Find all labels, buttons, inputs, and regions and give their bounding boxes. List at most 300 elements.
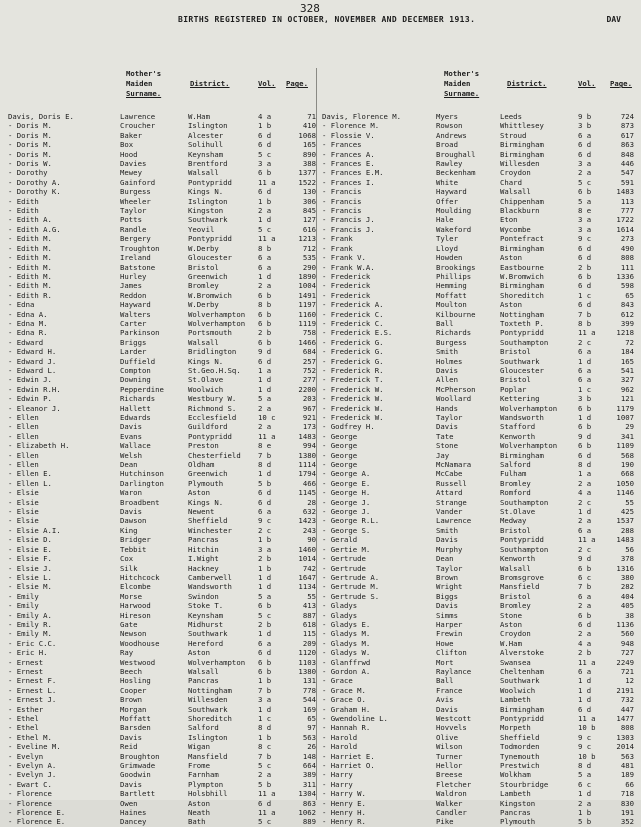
register-entry bbox=[8, 770, 322, 779]
volume: 1 b bbox=[258, 535, 272, 545]
page-ref: 28 bbox=[307, 497, 316, 507]
entry-name: - Frances E. bbox=[322, 159, 375, 169]
entry-name: - Harry bbox=[322, 770, 353, 780]
volume: 2 c bbox=[258, 525, 272, 535]
entry-name: - Edith A.G. bbox=[8, 224, 61, 234]
register-entry bbox=[8, 328, 322, 337]
mother-maiden-surname: Burgess bbox=[436, 337, 467, 347]
page-ref: 618 bbox=[302, 619, 316, 629]
district: Toxteth P. bbox=[500, 318, 544, 328]
volume: 2 b bbox=[258, 554, 272, 564]
volume: 11 a bbox=[258, 234, 276, 244]
mother-maiden-surname: Westcott bbox=[436, 714, 472, 723]
register-entry bbox=[8, 178, 322, 187]
entry-name: - Frederick C. bbox=[322, 318, 384, 328]
volume: 1 b bbox=[258, 732, 272, 742]
mother-maiden-surname: Hood bbox=[120, 149, 138, 159]
volume: 2 a bbox=[258, 770, 272, 780]
district: Walsall bbox=[188, 168, 219, 178]
district: Keynsham bbox=[188, 149, 224, 159]
district: Medway bbox=[500, 516, 527, 526]
district: Wigan bbox=[188, 742, 210, 752]
mother-maiden-surname: McNamara bbox=[436, 460, 472, 470]
entry-name: - Evelyn bbox=[8, 751, 44, 761]
district: Kings N. bbox=[188, 187, 224, 197]
page-ref: 425 bbox=[620, 507, 634, 517]
mother-maiden-surname: Allen bbox=[436, 375, 458, 385]
mother-maiden-surname: Hayward bbox=[436, 187, 467, 197]
entry-name: - Emily R. bbox=[8, 619, 52, 629]
volume: 5 c bbox=[258, 817, 272, 827]
mother-maiden-surname: Dawson bbox=[120, 516, 147, 526]
volume: 6 a bbox=[258, 253, 272, 263]
mother-maiden-surname: Hayward bbox=[120, 300, 151, 310]
district: Bristol bbox=[500, 525, 531, 535]
entry-name: - Harriet O. bbox=[322, 761, 375, 771]
volume: 6 a bbox=[578, 365, 592, 375]
page-ref: 404 bbox=[620, 591, 634, 601]
volume: 1 d bbox=[258, 704, 272, 714]
register-entry bbox=[322, 573, 636, 582]
district: Guildford bbox=[188, 422, 228, 432]
page-ref: 55 bbox=[625, 497, 634, 507]
register-entry bbox=[8, 498, 322, 507]
volume: 5 a bbox=[578, 770, 592, 780]
mother-maiden-surname: Dean bbox=[120, 460, 138, 470]
volume: 8 e bbox=[578, 206, 592, 216]
mothers-header-line2: Maiden bbox=[126, 79, 153, 88]
register-entry bbox=[8, 338, 322, 347]
volume: 1 a bbox=[578, 469, 592, 479]
register-entry bbox=[8, 695, 322, 704]
volume: 8 d bbox=[258, 460, 272, 470]
volume: 6 d bbox=[578, 450, 592, 460]
district: Aston bbox=[188, 488, 210, 498]
entry-name: - Graham H. bbox=[322, 704, 371, 714]
district: Croydon bbox=[500, 168, 531, 178]
register-entry bbox=[322, 554, 636, 563]
page-ref: 560 bbox=[620, 629, 634, 639]
volume: 5 a bbox=[258, 394, 272, 404]
page-ref: 563 bbox=[302, 732, 316, 742]
district: Walsall bbox=[188, 337, 219, 347]
mother-maiden-surname: King bbox=[120, 525, 138, 535]
district: Pancras bbox=[188, 535, 219, 545]
entry-name: Davis, Doris E. bbox=[8, 112, 74, 121]
page-ref: 203 bbox=[302, 394, 316, 404]
mother-maiden-surname: White bbox=[436, 177, 458, 187]
mother-maiden-surname: Raylance bbox=[436, 666, 472, 676]
district: Islington bbox=[188, 196, 228, 206]
entry-name: - Emily bbox=[8, 601, 39, 611]
entry-name: - Ernest bbox=[8, 666, 44, 676]
register-entry bbox=[8, 413, 322, 422]
page-ref: 1145 bbox=[298, 488, 316, 498]
entry-name: - Elsie J. bbox=[8, 563, 52, 573]
page-ref: 410 bbox=[302, 121, 316, 131]
mother-maiden-surname: Candler bbox=[436, 808, 467, 818]
volume: 1 d bbox=[258, 271, 272, 281]
mother-maiden-surname: Richards bbox=[436, 328, 472, 338]
entry-name: - Francis bbox=[322, 206, 362, 216]
district: Neath bbox=[188, 808, 210, 818]
mother-maiden-surname: Gainford bbox=[120, 177, 156, 187]
entry-name: - Gwendoline L. bbox=[322, 714, 388, 723]
entry-name: - Harry bbox=[322, 779, 353, 789]
mother-maiden-surname: Walters bbox=[120, 309, 151, 319]
district: Sheffield bbox=[500, 732, 540, 742]
entry-name: - Frances bbox=[322, 140, 362, 150]
district: Southwark bbox=[188, 629, 228, 639]
district-header: District. bbox=[190, 79, 230, 88]
entry-name: - George H. bbox=[322, 488, 371, 498]
mother-maiden-surname: Wright bbox=[436, 582, 463, 592]
register-entry bbox=[322, 639, 636, 648]
volume: 1 d bbox=[578, 789, 592, 799]
register-entry bbox=[322, 234, 636, 243]
mothers-header-line3: Surname. bbox=[444, 89, 480, 98]
volume: 6 a bbox=[258, 638, 272, 648]
register-entry bbox=[8, 629, 322, 638]
volume: 2 c bbox=[578, 497, 592, 507]
mother-maiden-surname: Haines bbox=[120, 808, 147, 818]
volume: 5 c bbox=[258, 761, 272, 771]
register-entry bbox=[322, 723, 636, 732]
district: Farnham bbox=[188, 770, 219, 780]
register-entry bbox=[8, 394, 322, 403]
mother-maiden-surname: Biggs bbox=[436, 591, 458, 601]
entry-name: - Eleanor J. bbox=[8, 403, 61, 413]
mother-maiden-surname: Hemming bbox=[436, 281, 467, 291]
mother-maiden-surname: Taylor bbox=[436, 413, 463, 422]
page-ref: 668 bbox=[620, 469, 634, 479]
register-entry bbox=[322, 742, 636, 751]
entry-name: - Ellen bbox=[8, 431, 39, 441]
district: Solihull bbox=[188, 140, 224, 150]
page-ref: 616 bbox=[302, 224, 316, 234]
entry-name: - Frederick W. bbox=[322, 384, 384, 394]
volume: 6 a bbox=[578, 347, 592, 357]
register-entry bbox=[8, 761, 322, 770]
register-entry bbox=[322, 150, 636, 159]
entry-name: - Doris M. bbox=[8, 130, 52, 140]
register-entry bbox=[8, 479, 322, 488]
volume: 8 e bbox=[258, 441, 272, 451]
page-ref: 148 bbox=[302, 751, 316, 761]
mother-maiden-surname: Dancey bbox=[120, 817, 147, 827]
register-entry bbox=[8, 488, 322, 497]
volume: 1 a bbox=[258, 365, 272, 375]
mother-maiden-surname: Lawrence bbox=[120, 112, 156, 121]
page-ref: 127 bbox=[302, 215, 316, 225]
district: W.Bromwich bbox=[500, 271, 544, 281]
mother-maiden-surname: Pike bbox=[436, 817, 454, 827]
register-entry bbox=[322, 761, 636, 770]
district: Birmingham bbox=[500, 149, 544, 159]
district: Chard bbox=[500, 177, 522, 187]
page-ref: 65 bbox=[625, 290, 634, 300]
mother-maiden-surname: Edwards bbox=[120, 413, 151, 422]
mother-maiden-surname: Davies bbox=[120, 159, 147, 169]
register-entry bbox=[8, 714, 322, 723]
page-ref: 664 bbox=[302, 761, 316, 771]
entry-name: - Ernest J. bbox=[8, 695, 57, 705]
district: Aston bbox=[188, 798, 210, 808]
register-entry bbox=[8, 253, 322, 262]
page-ref: 2014 bbox=[616, 742, 634, 752]
entry-name: - Elsie E. bbox=[8, 544, 52, 554]
mother-maiden-surname: Rowson bbox=[436, 121, 463, 131]
entry-name: - Edward bbox=[8, 337, 44, 347]
register-entry bbox=[322, 215, 636, 224]
entry-name: - Frank W.A. bbox=[322, 262, 375, 272]
page-ref: 1062 bbox=[298, 808, 316, 818]
entry-name: - Frederick bbox=[322, 281, 371, 291]
volume: 5 c bbox=[258, 149, 272, 159]
page-ref: 778 bbox=[302, 685, 316, 695]
register-entry bbox=[322, 319, 636, 328]
volume: 1 b bbox=[258, 196, 272, 206]
district: W.Derby bbox=[188, 243, 219, 253]
register-entry bbox=[322, 582, 636, 591]
register-entry bbox=[322, 752, 636, 761]
volume: 3 a bbox=[578, 215, 592, 225]
mother-maiden-surname: Evans bbox=[120, 431, 142, 441]
volume: 1 d bbox=[258, 215, 272, 225]
volume: 6 b bbox=[578, 422, 592, 432]
page-ref: 1316 bbox=[616, 563, 634, 573]
page-ref: 184 bbox=[620, 347, 634, 357]
volume: 3 a bbox=[578, 159, 592, 169]
entry-name: - Harold bbox=[322, 732, 358, 742]
entry-name: - George R.L. bbox=[322, 516, 380, 526]
register-entry bbox=[322, 686, 636, 695]
register-entry bbox=[8, 451, 322, 460]
entry-name: - Dorothy bbox=[8, 168, 48, 178]
volume: 2 a bbox=[578, 478, 592, 488]
mother-maiden-surname: Croucher bbox=[120, 121, 156, 131]
volume: 1 d bbox=[258, 384, 272, 394]
register-entry bbox=[8, 611, 322, 620]
mother-maiden-surname: Kilbourne bbox=[436, 309, 476, 319]
page-ref: 66 bbox=[625, 779, 634, 789]
mother-maiden-surname: Compton bbox=[120, 365, 151, 375]
entry-name: - Edward H. bbox=[8, 347, 57, 357]
district: Aston bbox=[500, 253, 522, 263]
mother-maiden-surname: Bergery bbox=[120, 234, 151, 244]
district: Southwark bbox=[188, 704, 228, 714]
register-entry bbox=[322, 705, 636, 714]
page-ref: 209 bbox=[302, 638, 316, 648]
entry-name: - Francis J. bbox=[322, 224, 375, 234]
district: Birmingham bbox=[500, 450, 544, 460]
entry-name: - Frederick W. bbox=[322, 413, 384, 422]
entry-name: - Francis J. bbox=[322, 215, 375, 225]
entry-name: - Florence bbox=[8, 798, 52, 808]
volume: 8 d bbox=[578, 761, 592, 771]
register-entry bbox=[322, 131, 636, 140]
register-entry bbox=[322, 770, 636, 779]
entry-name: - Emily A. bbox=[8, 610, 52, 620]
register-entry bbox=[8, 131, 322, 140]
page-ref: 2200 bbox=[298, 384, 316, 394]
register-entry bbox=[8, 112, 322, 121]
volume: 8 b bbox=[258, 243, 272, 253]
entry-name: - Frederick W. bbox=[322, 403, 384, 413]
volume: 5 c bbox=[578, 177, 592, 187]
register-entry bbox=[8, 648, 322, 657]
entry-name: - Dorothy A. bbox=[8, 177, 61, 187]
entry-name: - Emily bbox=[8, 591, 39, 601]
volume: 1 d bbox=[258, 469, 272, 479]
register-entry bbox=[322, 545, 636, 554]
register-entry bbox=[8, 159, 322, 168]
register-entry bbox=[8, 385, 322, 394]
mother-maiden-surname: Moulton bbox=[436, 300, 467, 310]
mother-maiden-surname: Parkinson bbox=[120, 328, 160, 338]
mother-maiden-surname: Carter bbox=[120, 318, 147, 328]
register-entry bbox=[322, 611, 636, 620]
mother-maiden-surname: Myers bbox=[436, 112, 458, 121]
page-ref: 712 bbox=[302, 243, 316, 253]
page-ref: 1304 bbox=[298, 789, 316, 799]
page-ref: 257 bbox=[302, 356, 316, 366]
volume: 6 b bbox=[578, 271, 592, 281]
page-ref: 1614 bbox=[616, 224, 634, 234]
district: Keynsham bbox=[188, 610, 224, 620]
register-entry bbox=[322, 648, 636, 657]
district: Pontypridd bbox=[500, 328, 544, 338]
register-entry bbox=[8, 808, 322, 817]
entry-name: - Flossie V. bbox=[322, 130, 375, 140]
register-entry bbox=[322, 328, 636, 337]
mother-maiden-surname: Moffatt bbox=[120, 714, 151, 723]
mother-maiden-surname: Mewey bbox=[120, 168, 142, 178]
district: W.Ham bbox=[500, 638, 522, 648]
volume: 9 d bbox=[258, 347, 272, 357]
district: Pontypridd bbox=[188, 177, 232, 187]
entry-name: - Edith M. bbox=[8, 234, 52, 244]
page-ref: 290 bbox=[302, 262, 316, 272]
district: Greenwich bbox=[188, 469, 228, 479]
mother-maiden-surname: Hitchcock bbox=[120, 572, 160, 582]
volume: 6 d bbox=[258, 488, 272, 498]
district: Lambeth bbox=[500, 695, 531, 705]
page-ref: 97 bbox=[307, 723, 316, 733]
page-ref: 189 bbox=[620, 770, 634, 780]
register-entry bbox=[8, 723, 322, 732]
page-ref: 1109 bbox=[616, 441, 634, 451]
register-entry bbox=[322, 357, 636, 366]
volume: 6 d bbox=[578, 243, 592, 253]
entry-name: - Elsie L. bbox=[8, 572, 52, 582]
district: Sheffield bbox=[188, 516, 228, 526]
volume: 6 d bbox=[578, 300, 592, 310]
district: Wolverhampton bbox=[188, 318, 246, 328]
entry-name: - Ethel bbox=[8, 714, 39, 723]
mother-maiden-surname: Tyler bbox=[436, 234, 458, 244]
mother-maiden-surname: Goodwin bbox=[120, 770, 151, 780]
district: Pontypridd bbox=[188, 431, 232, 441]
register-entry bbox=[322, 347, 636, 356]
mother-maiden-surname: Tebbit bbox=[120, 544, 147, 554]
volume: 2 b bbox=[578, 648, 592, 658]
volume: 8 c bbox=[258, 742, 272, 752]
mother-maiden-surname: Stone bbox=[436, 441, 458, 451]
mother-maiden-surname: Rawley bbox=[436, 159, 463, 169]
page-ref: 38 bbox=[625, 610, 634, 620]
volume: 1 d bbox=[578, 356, 592, 366]
district: Bath bbox=[188, 817, 206, 827]
entry-name: - Eric H. bbox=[8, 648, 48, 658]
page-ref: 341 bbox=[620, 431, 634, 441]
register-entry bbox=[322, 733, 636, 742]
entry-name: - Gladys M. bbox=[322, 638, 371, 648]
page-ref: 273 bbox=[620, 234, 634, 244]
district: Salford bbox=[188, 723, 219, 733]
register-entry bbox=[322, 564, 636, 573]
district: Whittlesey bbox=[500, 121, 544, 131]
volume: 2 a bbox=[258, 206, 272, 216]
volume: 5 b bbox=[258, 478, 272, 488]
register-entry bbox=[8, 582, 322, 591]
register-entry bbox=[8, 620, 322, 629]
register-entry bbox=[322, 385, 636, 394]
district: Morpeth bbox=[500, 723, 531, 733]
district: Willesden bbox=[500, 159, 540, 169]
volume: 11 a bbox=[258, 789, 276, 799]
page-ref: 848 bbox=[620, 149, 634, 159]
page-ref: 131 bbox=[302, 676, 316, 686]
mother-maiden-surname: Cooper bbox=[120, 685, 147, 695]
entry-name: - George J. bbox=[322, 497, 371, 507]
page-ref: 1483 bbox=[616, 535, 634, 545]
district: Birmingham bbox=[500, 243, 544, 253]
register-entry bbox=[322, 676, 636, 685]
page-ref: 1537 bbox=[616, 516, 634, 526]
entry-name: - Edna M. bbox=[8, 318, 48, 328]
page-ref: 541 bbox=[620, 365, 634, 375]
entry-name: - Evelyn J. bbox=[8, 770, 57, 780]
district: Todmorden bbox=[500, 742, 540, 752]
district: Camberwell bbox=[188, 572, 232, 582]
register-entry bbox=[322, 658, 636, 667]
mother-maiden-surname: Brookings bbox=[436, 262, 476, 272]
district: Stroud bbox=[500, 130, 527, 140]
volume: 6 a bbox=[578, 130, 592, 140]
mother-maiden-surname: Walker bbox=[436, 798, 463, 808]
page-ref: 1377 bbox=[298, 168, 316, 178]
register-entry bbox=[8, 263, 322, 272]
district: Bristol bbox=[500, 375, 531, 385]
register-entry bbox=[322, 535, 636, 544]
mother-maiden-surname: Davis bbox=[120, 732, 142, 742]
mother-maiden-surname: Davis bbox=[436, 365, 458, 375]
volume: 6 a bbox=[258, 507, 272, 517]
entry-name: - Edward J. bbox=[8, 356, 57, 366]
register-entry bbox=[322, 168, 636, 177]
mother-maiden-surname: Wakeford bbox=[436, 224, 472, 234]
entry-name: - Henry R. bbox=[322, 817, 366, 827]
volume: 2 a bbox=[578, 168, 592, 178]
district: Southwark bbox=[500, 356, 540, 366]
mother-maiden-surname: Hovvels bbox=[436, 723, 467, 733]
mother-maiden-surname: Batstone bbox=[120, 262, 156, 272]
district: Lambeth bbox=[500, 789, 531, 799]
entry-name: - Gertie M. bbox=[322, 544, 371, 554]
register-entry bbox=[8, 319, 322, 328]
page-ref: 1722 bbox=[616, 215, 634, 225]
